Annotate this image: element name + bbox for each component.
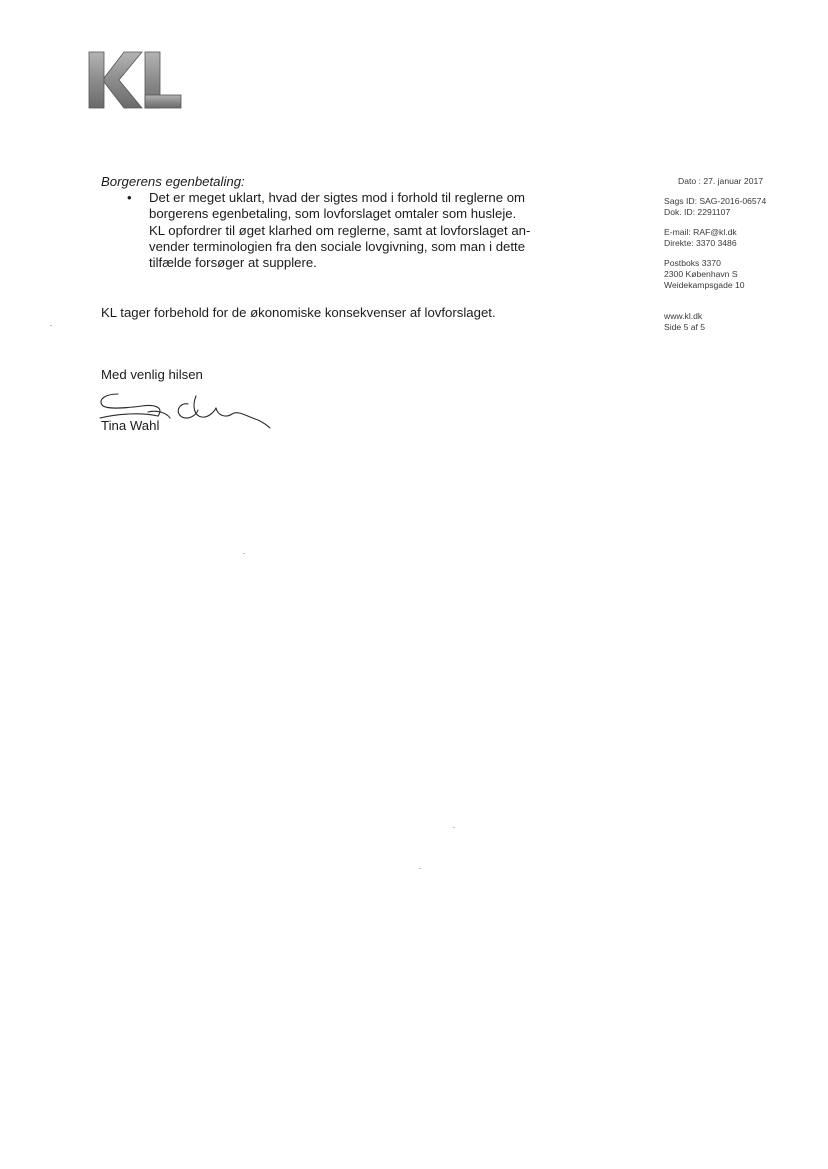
signer-name: Tina Wahl: [101, 418, 160, 433]
bullet-list: [101, 190, 561, 271]
bullet-line: tilfælde forsøger at supplere.: [149, 255, 317, 271]
date-line: Dato : 27. januar 2017: [678, 176, 764, 186]
metadata-sidebar: [664, 176, 814, 333]
bullet-item: [101, 190, 549, 271]
contact-group: [664, 227, 814, 249]
dok-id: Dok. ID: 2291107: [664, 207, 731, 217]
scan-speck: [419, 868, 421, 869]
postal-city: 2300 København S: [664, 269, 738, 279]
bullet-line: borgerens egenbetaling, som lovforslaget omtaler som husleje.: [149, 206, 517, 222]
letter-body: [101, 174, 561, 271]
id-group: [664, 196, 814, 218]
direct-phone: Direkte: 3370 3486: [664, 238, 737, 248]
sags-id: Sags ID: SAG-2016-06574: [664, 196, 767, 206]
bullet-line: KL opfordrer til øget klarhed om reglerne, samt at lovforslaget an-: [149, 222, 531, 238]
bullet-marker: •: [127, 190, 132, 206]
bullet-line: vender terminologien fra den sociale lovgivning, som man i dette: [149, 238, 526, 254]
closing-greeting: Med venlig hilsen: [101, 367, 203, 382]
email: E-mail: RAF@kl.dk: [664, 227, 737, 237]
postboks: Postboks 3370: [664, 258, 721, 268]
section-heading: Borgerens egenbetaling:: [101, 174, 245, 189]
street-address: Weidekampsgade 10: [664, 280, 745, 290]
scan-speck: [50, 325, 52, 326]
bullet-line: Det er meget uklart, hvad der sigtes mod i forhold til reglerne om: [149, 190, 526, 206]
scan-speck: [453, 827, 455, 828]
website: www.kl.dk: [664, 311, 703, 321]
web-group: [664, 311, 814, 333]
reservation-paragraph: KL tager forbehold for de økonomiske konsekvenser af lovforslaget.: [101, 305, 496, 320]
address-group: [664, 258, 814, 291]
scan-speck: [243, 553, 245, 554]
page-number: Side 5 af 5: [664, 322, 706, 332]
kl-logo: [88, 50, 182, 110]
